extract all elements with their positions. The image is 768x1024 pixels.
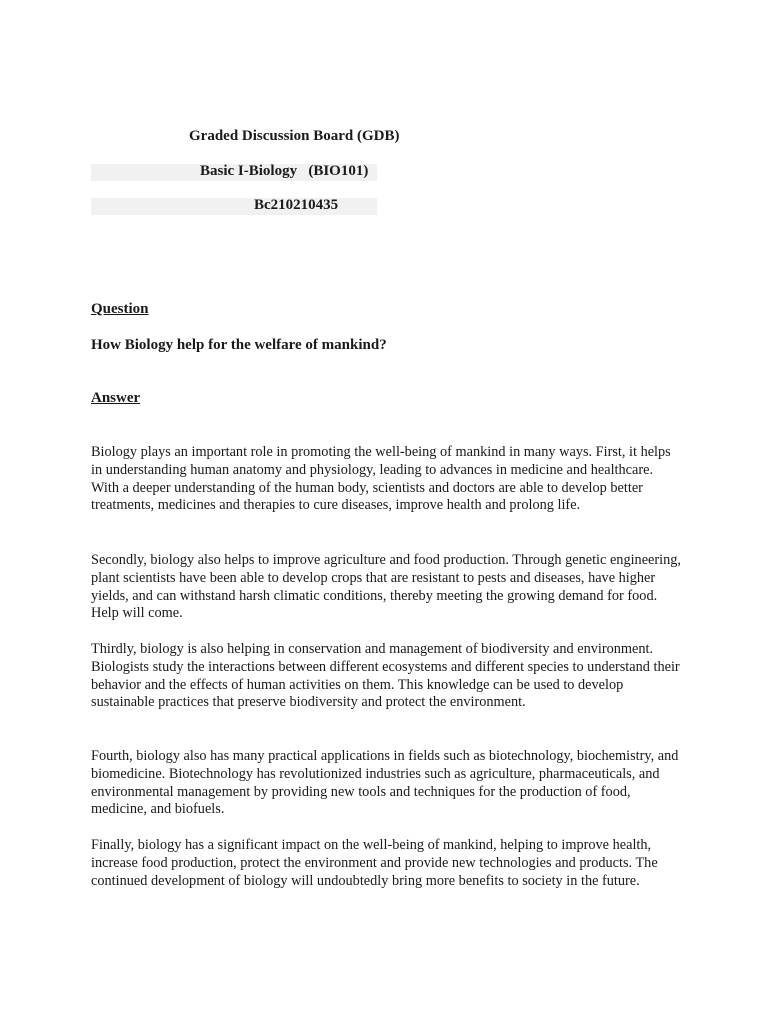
answer-paragraph-2: Secondly, biology also helps to improve agriculture and food production. Through genetic engineering, plant scientists have been able to develop crops that are resistant to pests and diseases, have higher yields, and can withstand harsh climatic conditions, thereby meeting the growing demand for food. Help will come.	[91, 552, 682, 622]
course-name: Basic I-Biology (BIO101)	[200, 163, 369, 179]
question-heading: Question	[91, 301, 149, 317]
answer-paragraph-4: Fourth, biology also has many practical applications in fields such as biotechnology, biochemistry, and biomedicine. Biotechnology has revolutionized industries such as agriculture, pharmaceuticals, and environmental management by providing new tools and techniques for the production of food, medicine, and biofuels.	[91, 748, 679, 818]
student-id-row	[91, 198, 377, 215]
course-row	[91, 164, 377, 181]
student-id: Bc210210435	[254, 197, 339, 213]
answer-heading: Answer	[91, 390, 141, 406]
question-text: How Biology help for the welfare of mankind?	[91, 337, 387, 353]
answer-paragraph-5: Finally, biology has a significant impact on the well-being of mankind, helping to improve health, increase food production, protect the environment and provide new technologies and products. The continued development of biology will undoubtedly bring more benefits to society in the future.	[91, 837, 658, 889]
document-title: Graded Discussion Board (GDB)	[189, 128, 400, 144]
answer-paragraph-3: Thirdly, biology is also helping in conservation and management of biodiversity and environment. Biologists study the interactions between different ecosystems and different species to understand their behavior and the effects of human activities on them. This knowledge can be used to develop sustainable practices that preserve biodiversity and protect the environment.	[91, 641, 680, 711]
answer-paragraph-1: Biology plays an important role in promoting the well-being of mankind in many ways. First, it helps in understanding human anatomy and physiology, leading to advances in medicine and healthcare. With a deeper understanding of the human body, scientists and doctors are able to develop better treatments, medicines and therapies to cure diseases, improve health and prolong life.	[91, 444, 671, 514]
